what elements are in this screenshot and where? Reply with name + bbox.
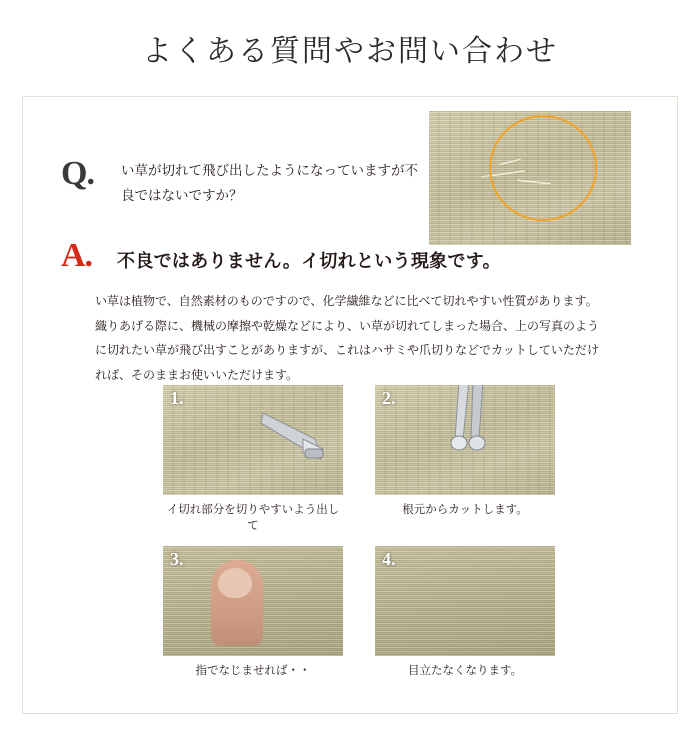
step-number: 2.	[382, 388, 396, 408]
step-item	[163, 385, 343, 546]
hero-photo	[429, 111, 631, 245]
step-item	[375, 546, 555, 691]
nail-clipper-icon	[429, 385, 501, 457]
step-grid	[163, 385, 555, 691]
answer-headline: 不良ではありません。イ切れという現象です。	[117, 251, 501, 271]
step-caption: 指でなじませれば・・	[195, 665, 311, 678]
nail-clipper-icon	[259, 409, 329, 471]
question-text: い草が切れて飛び出したようになっていますが不良ではないですか？	[121, 163, 418, 203]
answer-body: い草は植物で、自然素材のものですので、化学繊維などに比べて切れやすい性質があります。織りあげる際に、機械の摩擦や乾燥などにより、い草が切れてしまった場合、上の写真のように切れたい草が飛び出すことがありますが、これはハサミや爪切りなどでカットしていただければ、そのままお使いいただけます。	[95, 294, 600, 382]
step-caption: 目立たなくなります。	[407, 665, 523, 678]
step-row	[163, 546, 555, 691]
step-caption: 根元からカットします。	[402, 504, 528, 516]
step-item	[163, 546, 343, 691]
highlight-circle-icon	[489, 115, 597, 221]
step-row	[163, 385, 555, 546]
step-number: 1.	[170, 388, 184, 408]
step-number: 3.	[170, 549, 184, 570]
tatami-texture	[375, 546, 555, 656]
finger-illustration	[211, 560, 263, 646]
step-photo	[375, 385, 555, 495]
faq-panel	[22, 96, 678, 714]
step-photo	[163, 546, 343, 656]
question-marker: Q.	[61, 155, 94, 192]
step-caption: イ切れ部分を切りやすいよう出して	[166, 504, 340, 533]
step-photo	[375, 546, 555, 656]
page-title: よくある質問やお問い合わせ	[142, 35, 558, 68]
step-photo	[163, 385, 343, 495]
step-number: 4.	[382, 549, 396, 570]
answer-marker: A.	[61, 237, 93, 274]
step-item	[375, 385, 555, 546]
